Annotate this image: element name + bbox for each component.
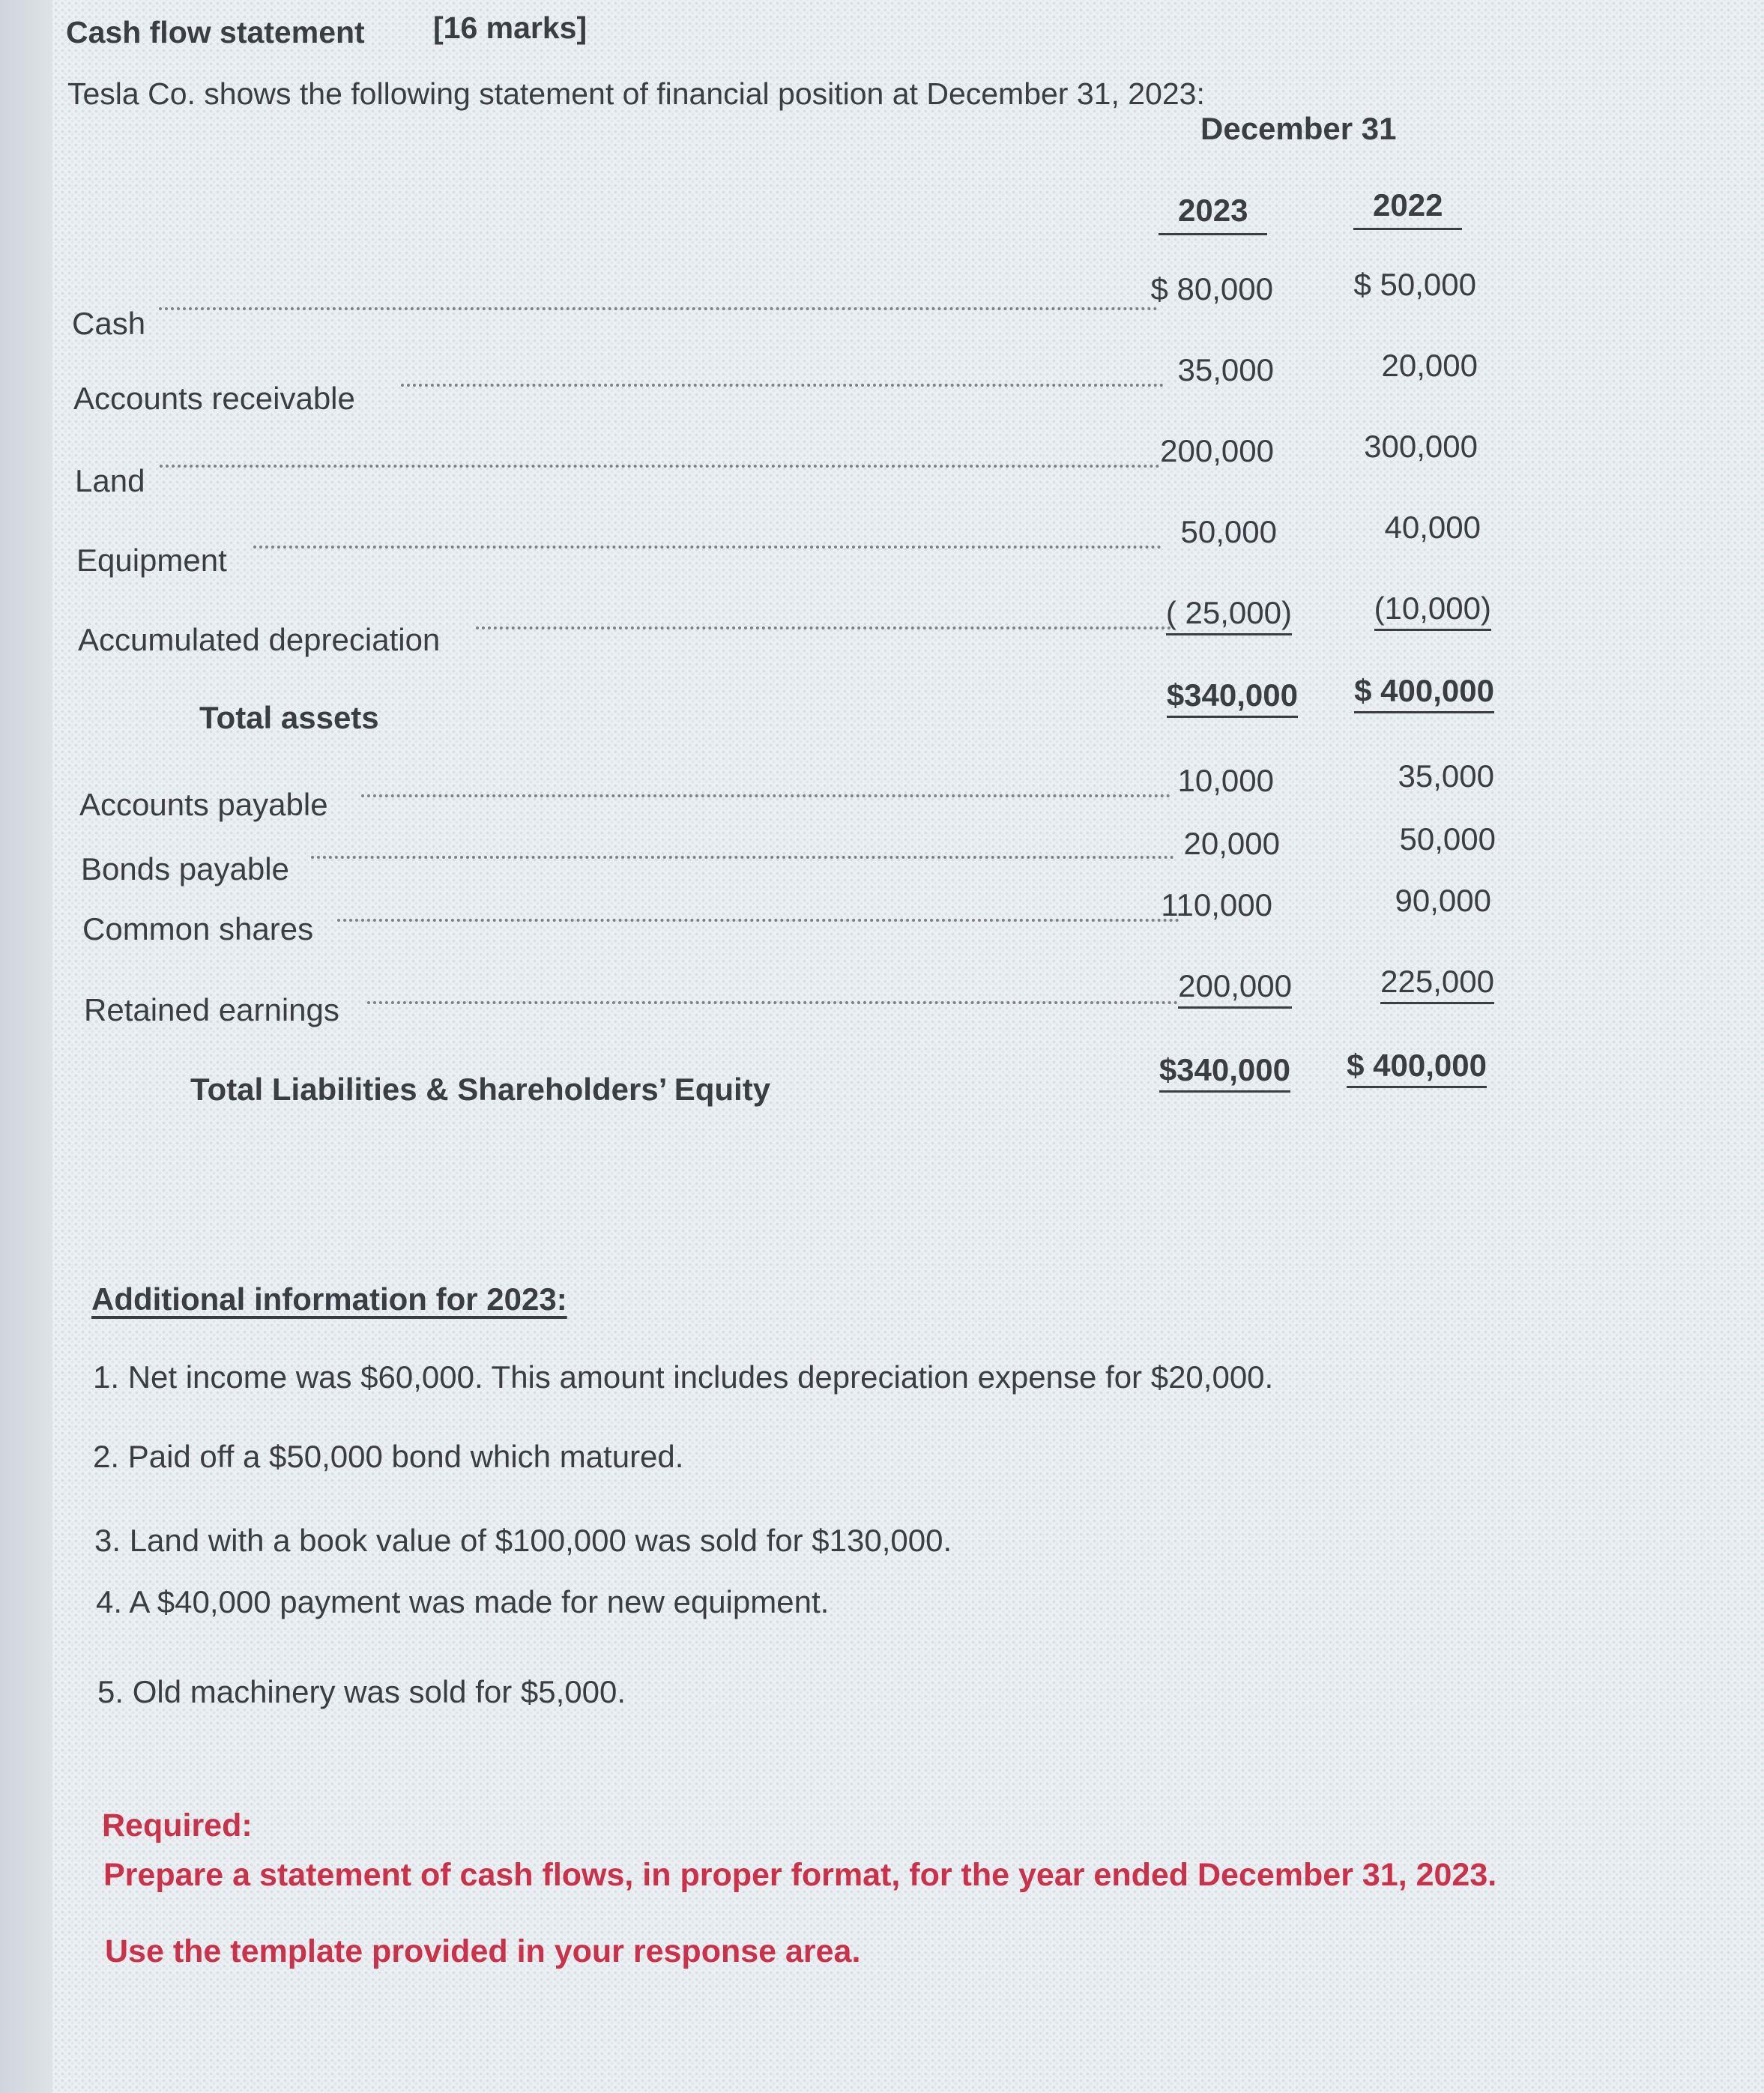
row-label-retained-earnings: Retained earnings — [84, 992, 339, 1027]
value-accounts-receivable-2023: 35,000 — [1177, 352, 1274, 387]
value-accounts-payable-2023: 10,000 — [1177, 763, 1274, 798]
row-label-accounts-receivable: Accounts receivable — [73, 381, 355, 416]
value-accounts-receivable-2022: 20,000 — [1381, 348, 1478, 383]
document-title: Cash flow statement — [66, 15, 365, 49]
screen-edge — [0, 0, 52, 2093]
marks-label: [16 marks] — [433, 10, 588, 45]
leader-dots — [311, 856, 1174, 859]
value-cash-2023: $ 80,000 — [1150, 271, 1273, 306]
value-cash-2022: $ 50,000 — [1353, 267, 1476, 302]
row-label-bonds-payable: Bonds payable — [81, 851, 289, 887]
value-total-assets-2023: $340,000 — [1167, 677, 1298, 713]
row-label-land: Land — [75, 463, 145, 498]
value-accumulated-depreciation-2022: (10,000) — [1374, 591, 1491, 626]
row-label-cash: Cash — [72, 306, 146, 341]
leader-dots — [337, 919, 1179, 922]
value-total-assets-2022: $ 400,000 — [1354, 673, 1494, 709]
additional-info-title: Additional information for 2023: — [91, 1281, 567, 1317]
column-header-2023: 2023 — [1159, 193, 1267, 235]
row-label-common-shares: Common shares — [82, 911, 314, 946]
value-equipment-2023: 50,000 — [1180, 514, 1277, 549]
column-group-header: December 31 — [1200, 111, 1397, 146]
leader-dots — [361, 794, 1171, 797]
row-label-equipment: Equipment — [76, 543, 227, 578]
leader-dots — [401, 384, 1164, 387]
required-template-note: Use the template provided in your response area. — [105, 1933, 861, 1969]
value-land-2023: 200,000 — [1160, 433, 1274, 468]
leader-dots — [367, 1001, 1178, 1004]
value-common-shares-2023: 110,000 — [1161, 887, 1272, 922]
value-common-shares-2022: 90,000 — [1395, 883, 1491, 918]
value-retained-earnings-2022: 225,000 — [1380, 964, 1494, 1000]
value-accounts-payable-2022: 35,000 — [1398, 758, 1494, 794]
value-bonds-payable-2023: 20,000 — [1183, 826, 1280, 861]
intro-text: Tesla Co. shows the following statement of financial position at December 31, 2023: — [67, 76, 1205, 111]
row-label-total-liabilities-equity: Total Liabilities & Shareholders’ Equity — [190, 1072, 771, 1107]
additional-info-item: 4. A $40,000 payment was made for new equipment. — [96, 1584, 830, 1619]
additional-info-item: 1. Net income was $60,000. This amount includes depreciation expense for $20,000. — [93, 1359, 1274, 1395]
leader-dots — [253, 546, 1162, 549]
value-accumulated-depreciation-2023: ( 25,000) — [1166, 595, 1292, 631]
row-label-accounts-payable: Accounts payable — [79, 787, 328, 822]
required-instruction: Prepare a statement of cash flows, in proper format, for the year ended December 31, 2023. — [103, 1857, 1497, 1893]
value-bonds-payable-2022: 50,000 — [1399, 821, 1496, 857]
row-label-accumulated-depreciation: Accumulated depreciation — [78, 622, 441, 657]
required-label: Required: — [102, 1807, 253, 1843]
value-total-liabilities-equity-2022: $ 400,000 — [1347, 1048, 1487, 1084]
value-equipment-2022: 40,000 — [1384, 510, 1481, 545]
additional-info-item: 5. Old machinery was sold for $5,000. — [97, 1674, 626, 1709]
additional-info-item: 3. Land with a book value of $100,000 was sold for $130,000. — [94, 1523, 952, 1558]
leader-dots — [159, 307, 1158, 310]
value-total-liabilities-equity-2023: $340,000 — [1159, 1052, 1290, 1088]
row-label-total-assets: Total assets — [199, 700, 379, 735]
leader-dots — [160, 465, 1160, 468]
leader-dots — [476, 626, 1171, 629]
value-land-2022: 300,000 — [1364, 429, 1478, 464]
column-header-2022: 2022 — [1353, 187, 1462, 230]
document-page — [52, 0, 1764, 2093]
additional-info-item: 2. Paid off a $50,000 bond which matured. — [93, 1439, 684, 1474]
value-retained-earnings-2023: 200,000 — [1178, 968, 1292, 1004]
